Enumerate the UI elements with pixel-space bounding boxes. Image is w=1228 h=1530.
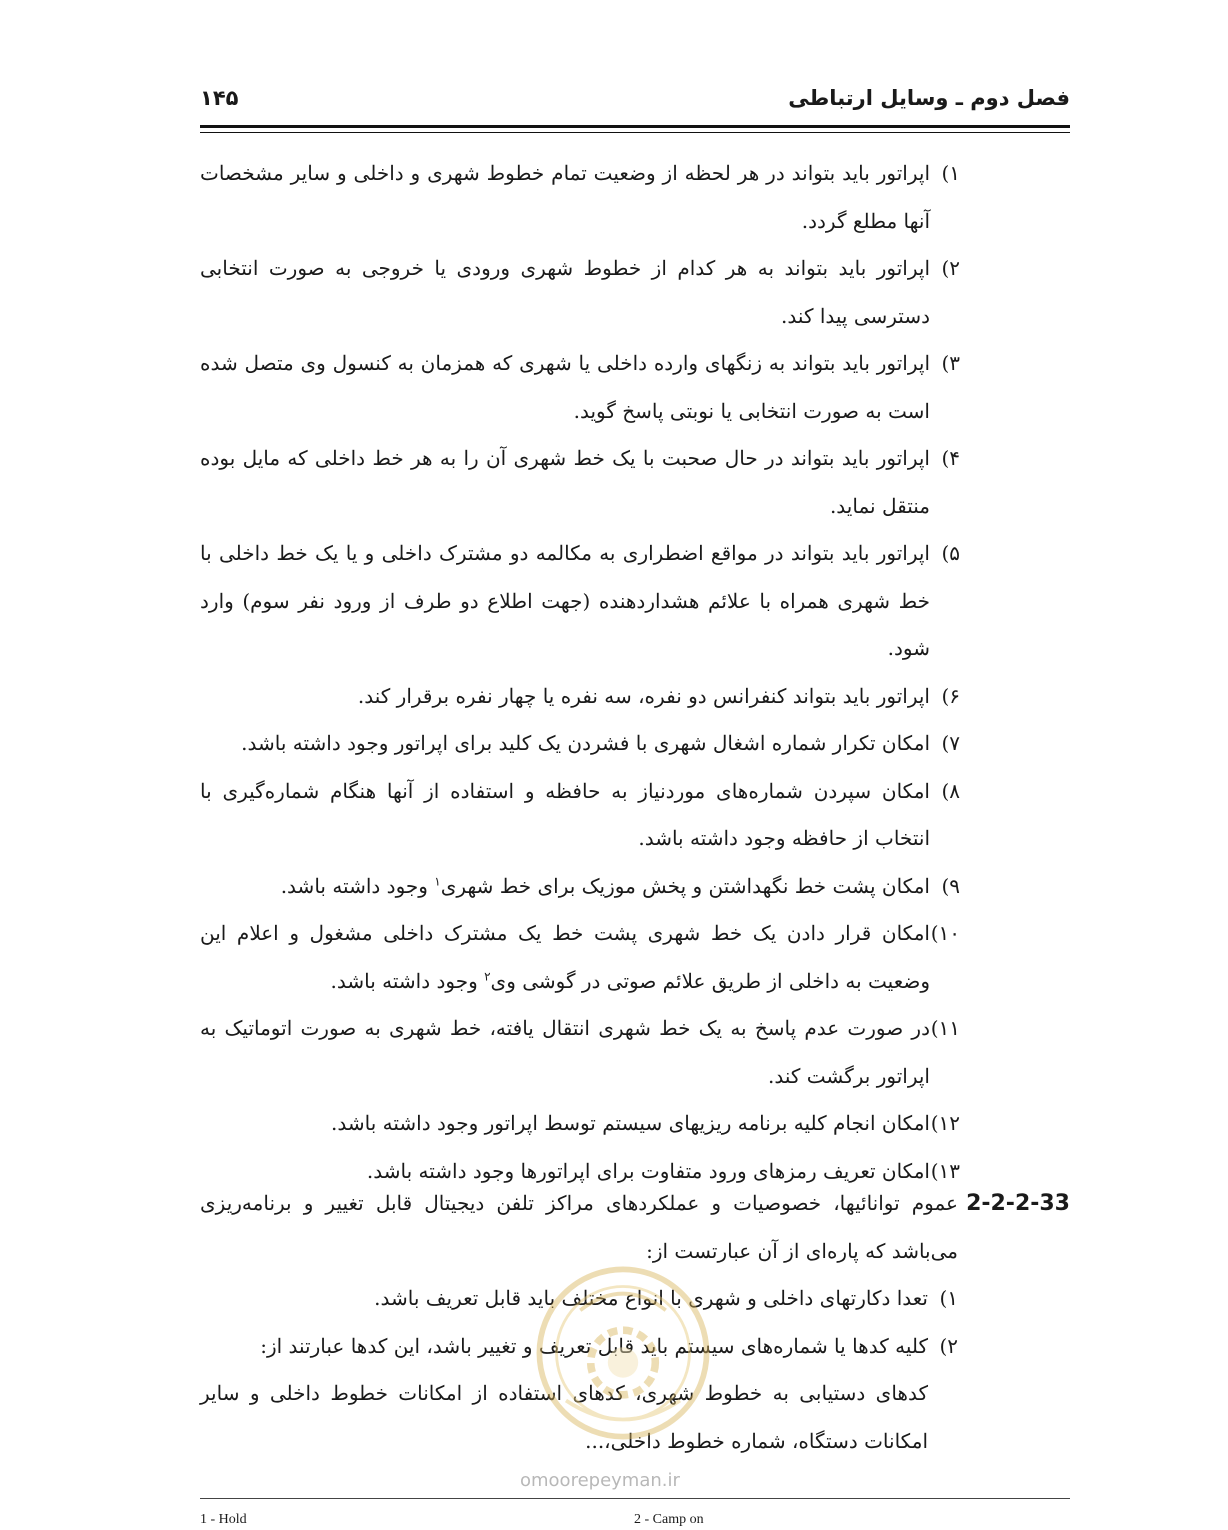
item-number: ۹) xyxy=(941,873,960,898)
footnote-rule xyxy=(200,1498,1070,1499)
item-number: ۸) xyxy=(941,778,960,803)
watermark-url: omoorepeyman.ir xyxy=(520,1470,680,1491)
item-text: تعدا دکارتهای داخلی و شهری با انواع مختلف باید قابل تعریف باشد. xyxy=(374,1286,928,1310)
item-text: اپراتور باید بتواند در هر لحظه از وضعیت تمام خطوط شهری و داخلی و سایر مشخصات آنها مطلع گردد. xyxy=(200,161,930,233)
list-item xyxy=(200,768,960,863)
item-number: ۲) xyxy=(941,256,960,280)
list-item xyxy=(200,435,960,530)
list-item xyxy=(200,720,960,768)
header-rule xyxy=(200,125,1070,128)
item-text: اپراتور باید بتواند در مواقع اضطراری به مکالمه دو مشترک داخلی و یا یک خط داخلی با خط شهری همراه با علائم هشداردهنده (جهت اطلاع دو طرف از ورود نفر سوم) وارد شود. xyxy=(200,541,930,660)
item-text: امکان تعریف رمزهای ورود متفاوت برای اپراتورها وجود داشته باشد. xyxy=(366,1158,930,1183)
item-number: ۶) xyxy=(941,683,960,708)
item-number: ۳) xyxy=(941,351,960,375)
item-number: ۷) xyxy=(941,731,960,755)
item-text: امکان قرار دادن یک خط شهری پشت خط یک مشترک داخلی مشغول و اعلام این وضعیت به داخلی از طریق علائم صوتی در گوشی وی xyxy=(200,921,930,993)
list-item xyxy=(200,245,960,340)
item-text: وجود داشته باشد. xyxy=(330,968,485,993)
list-item xyxy=(200,910,960,1005)
item-text: امکان سپردن شماره‌های موردنیاز به حافظه و استفاده از آنها هنگام شماره‌گیری با انتخاب از حافظه وجود داشته باشد. xyxy=(200,778,930,850)
header-rule-thin xyxy=(200,132,1070,133)
continuation-text: کدهای دستیابی به خطوط شهری، کدهای استفاده از امکانات خطوط داخلی و سایر امکانات دستگاه، شماره خطوط داخلی،... xyxy=(200,1381,928,1453)
section-number: 2-2-2-33 xyxy=(966,1191,1070,1216)
item-number: ۲) xyxy=(939,1333,958,1358)
item-text: اپراتور باید بتواند در حال صحبت با یک خط شهری آن را به هر خط داخلی که مایل بوده منتقل نماید. xyxy=(200,446,930,518)
item-text: امکان انجام کلیه برنامه ریزیهای سیستم توسط اپراتور وجود داشته باشد. xyxy=(331,1111,930,1135)
item-number: ۱۳) xyxy=(930,1158,960,1183)
page-header xyxy=(200,86,1070,122)
item-text: وجود داشته باشد. xyxy=(280,873,435,898)
footnote-ref: ۱ xyxy=(434,873,441,888)
section-intro: عموم توانائیها، خصوصیات و عملکردهای مراکز تلفن دیجیتال قابل تغییر و برنامه‌ریزی می‌باشد که پاره‌ای از آن عبارتست از: xyxy=(200,1191,958,1263)
item-text: اپراتور باید بتواند کنفرانس دو نفره، سه نفره یا چهار نفره برقرار کند. xyxy=(357,683,930,708)
item-text: در صورت عدم پاسخ به یک خط شهری انتقال یافته، خط شهری به صورت اتوماتیک به اپراتور برگشت کند. xyxy=(200,1016,930,1088)
item-number: ۵) xyxy=(941,541,960,565)
item-text: اپراتور باید بتواند به زنگهای وارده داخلی یا شهری که همزمان به کنسول وی متصل شده است به صورت انتخابی یا نوبتی پاسخ گوید. xyxy=(200,351,930,423)
item-text: اپراتور باید بتواند به هر کدام از خطوط شهری ورودی یا خروجی به صورت انتخابی دسترسی پیدا کند. xyxy=(200,256,930,328)
footnote-ref: ۲ xyxy=(484,968,491,983)
watermark-seal-icon xyxy=(528,1258,718,1448)
page-number: ۱۴۵ xyxy=(200,86,239,110)
chapter-title: فصل دوم ـ وسایل ارتباطی xyxy=(788,86,1070,110)
item-number: ۱) xyxy=(941,161,960,185)
footnote: 2 - Camp on xyxy=(634,1512,704,1527)
item-number: ۱۱) xyxy=(930,1016,960,1040)
list-item xyxy=(200,1100,960,1148)
numbered-list xyxy=(200,150,960,1195)
item-text: امکان تکرار شماره اشغال شهری با فشردن یک کلید برای اپراتور وجود داشته باشد. xyxy=(241,731,930,755)
list-item xyxy=(200,863,960,911)
item-number: ۴) xyxy=(941,446,960,470)
list-item xyxy=(200,150,960,245)
item-number: ۱) xyxy=(939,1286,958,1310)
list-item xyxy=(200,340,960,435)
list-item xyxy=(200,673,960,721)
list-item xyxy=(200,1005,960,1100)
item-text: امکان پشت خط نگهداشتن و پخش موزیک برای خط شهری xyxy=(440,873,930,898)
item-number: ۱۲) xyxy=(930,1111,960,1135)
footnote: 1 - Hold xyxy=(200,1512,247,1527)
list-item xyxy=(200,530,960,673)
item-number: ۱۰) xyxy=(930,921,960,945)
item-text: کلیه کدها یا شماره‌های سیستم باید قابل تعریف و تغییر باشد، این کدها عبارتند از: xyxy=(260,1333,928,1358)
